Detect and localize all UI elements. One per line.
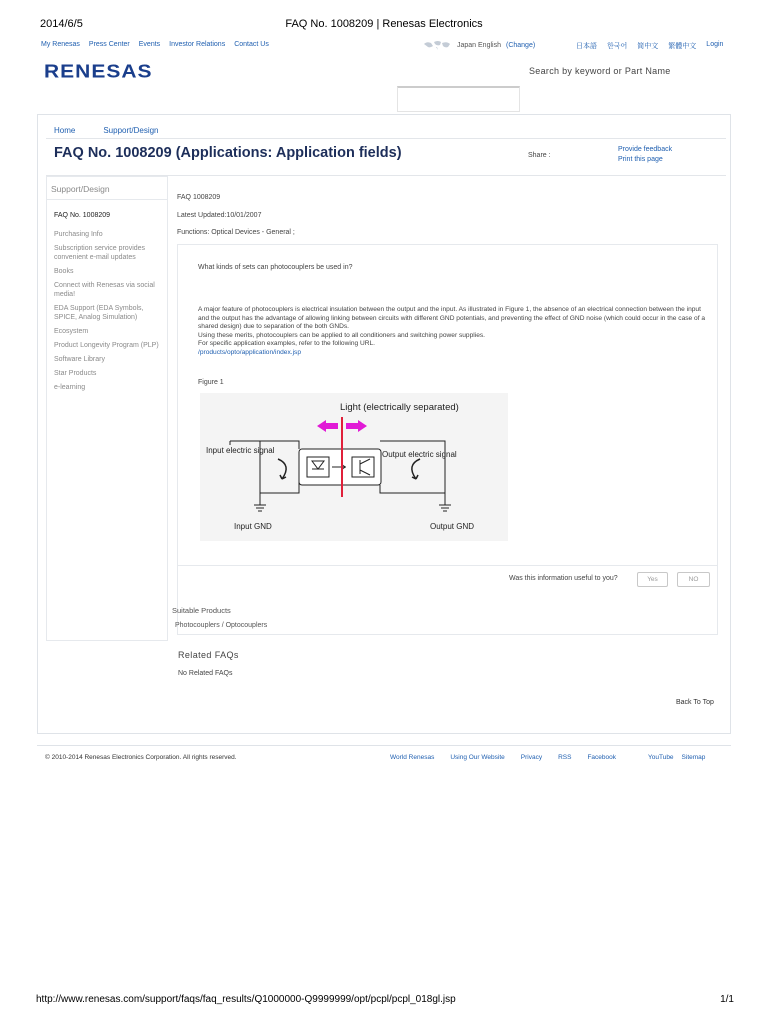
lang-traditional-chinese[interactable]: 繁體中文 (668, 43, 697, 50)
provide-feedback-link[interactable]: Provide feedback (618, 146, 673, 153)
answer-paragraph: A major feature of photocouplers is electrical insulation between the output and the input. As illustrated in Figure 1, the absence of an electrical connection between the input and the output has the advantage of allowing linking between circuits with different GND potentials, and preventing the effect of GND noise (which could occur in the case of a shared design) due to separation of the both GNDs. (198, 306, 706, 331)
sidebar-item-ecosystem[interactable]: Ecosystem (54, 328, 89, 335)
sidebar-item-plp[interactable]: Product Longevity Program (PLP) (54, 342, 159, 349)
login-link[interactable]: Login (706, 41, 724, 48)
sidebar-item-subscription[interactable]: Subscription service provides convenient e-mail updates (54, 245, 146, 261)
world-map-icon (422, 39, 452, 51)
util-link-press-center[interactable]: Press Center (88, 41, 130, 48)
search-hint: Search by keyword or Part Name (529, 66, 671, 76)
footer-link-youtube[interactable]: YouTube (648, 754, 674, 761)
sidebar-item-faq[interactable]: FAQ No. 1008209 (54, 212, 111, 219)
input-gnd-label: Input GND (234, 522, 272, 531)
util-link-investor-relations[interactable]: Investor Relations (169, 41, 226, 48)
figure-label: Figure 1 (198, 379, 224, 386)
lang-simplified-chinese[interactable]: 简中文 (637, 43, 659, 50)
util-link-events[interactable]: Events (138, 41, 161, 48)
language-nav (576, 41, 723, 51)
copyright: © 2010-2014 Renesas Electronics Corporation. All rights reserved. (45, 754, 237, 761)
functions: Functions: Optical Devices - General ; (177, 229, 295, 236)
footer-link-using-website[interactable]: Using Our Website (450, 754, 505, 761)
suitable-products-value: Photocouplers / Optocouplers (175, 622, 268, 629)
divider (37, 745, 731, 746)
footer-link-facebook[interactable]: Facebook (587, 754, 616, 761)
print-footer (36, 994, 734, 1005)
utility-nav (41, 41, 269, 48)
region-change-link[interactable]: (Change) (505, 41, 536, 49)
sidebar-heading: Support/Design (51, 184, 110, 194)
sidebar-item-e-learning[interactable]: e-learning (54, 384, 86, 391)
sidebar-item-purchasing-info[interactable]: Purchasing Info (54, 231, 103, 238)
lang-korean[interactable]: 한국어 (607, 43, 628, 50)
footer-links (390, 754, 705, 761)
breadcrumb-home[interactable]: Home (54, 126, 76, 135)
region-selector (422, 39, 535, 51)
divider (47, 199, 167, 200)
print-title: FAQ No. 1008209 | Renesas Electronics (285, 18, 483, 30)
no-button[interactable]: NO (677, 572, 710, 587)
region-label: Japan English (457, 41, 501, 49)
page-actions (618, 145, 672, 165)
print-page-number: 1/1 (720, 994, 734, 1005)
back-to-top-link[interactable]: Back To Top (676, 699, 714, 706)
yes-button[interactable]: Yes (637, 572, 668, 587)
page-title: FAQ No. 1008209 (Applications: Application fields) (54, 145, 402, 161)
footer-link-sitemap[interactable]: Sitemap (681, 754, 706, 761)
useful-question: Was this information useful to you? (509, 575, 618, 582)
util-link-my-renesas[interactable]: My Renesas (41, 41, 80, 48)
faq-question: What kinds of sets can photocouplers be used in? (198, 264, 353, 271)
share-label: Share : (528, 152, 551, 159)
util-link-contact-us[interactable]: Contact Us (234, 41, 269, 48)
latest-updated: Latest Updated:10/01/2007 (177, 212, 262, 219)
sidebar-item-books[interactable]: Books (54, 268, 74, 275)
sidebar-item-star-products[interactable]: Star Products (54, 370, 97, 377)
light-label: Light (electrically separated) (340, 402, 459, 413)
sidebar-list (54, 211, 162, 397)
search-dropdown[interactable] (397, 86, 520, 112)
breadcrumb-support-design[interactable]: Support/Design (103, 126, 159, 135)
answer-paragraph: Using these merits, photocouplers can be applied to all conditioners and switching power supplies. (198, 331, 485, 339)
faq-answer (198, 306, 706, 358)
photocoupler-diagram (200, 393, 508, 541)
output-gnd-label: Output GND (430, 522, 475, 531)
input-signal-label: Input electric signal (206, 446, 275, 455)
sidebar-item-eda-support[interactable]: EDA Support (EDA Symbols, SPICE, Analog Simulation) (54, 305, 144, 321)
divider (178, 565, 718, 566)
breadcrumb (54, 126, 159, 135)
lang-japanese[interactable]: 日本語 (576, 43, 597, 50)
answer-paragraph: For specific application examples, refer to the following URL. (198, 340, 376, 348)
footer-link-rss[interactable]: RSS (558, 754, 572, 761)
related-faqs-value: No Related FAQs (178, 670, 233, 677)
suitable-products-heading: Suitable Products (172, 606, 231, 615)
print-page-link[interactable]: Print this page (618, 156, 663, 163)
print-url: http://www.renesas.com/support/faqs/faq_results/Q1000000-Q9999999/opt/pcpl/pcpl_018gl.jsp (36, 994, 456, 1005)
footer-link-world-renesas[interactable]: World Renesas (390, 754, 435, 761)
print-date: 2014/6/5 (40, 18, 83, 30)
sidebar-item-social-media[interactable]: Connect with Renesas via social media! (54, 282, 155, 298)
footer-link-privacy[interactable]: Privacy (520, 754, 543, 761)
application-link[interactable]: /products/opto/application/index.jsp (198, 348, 302, 356)
sidebar-item-software-library[interactable]: Software Library (54, 356, 105, 363)
related-faqs-heading: Related FAQs (178, 650, 239, 660)
output-signal-label: Output electric signal (382, 450, 457, 459)
faq-id: FAQ 1008209 (177, 194, 221, 201)
divider (46, 138, 726, 139)
renesas-logo[interactable]: RENESAS (44, 61, 153, 82)
